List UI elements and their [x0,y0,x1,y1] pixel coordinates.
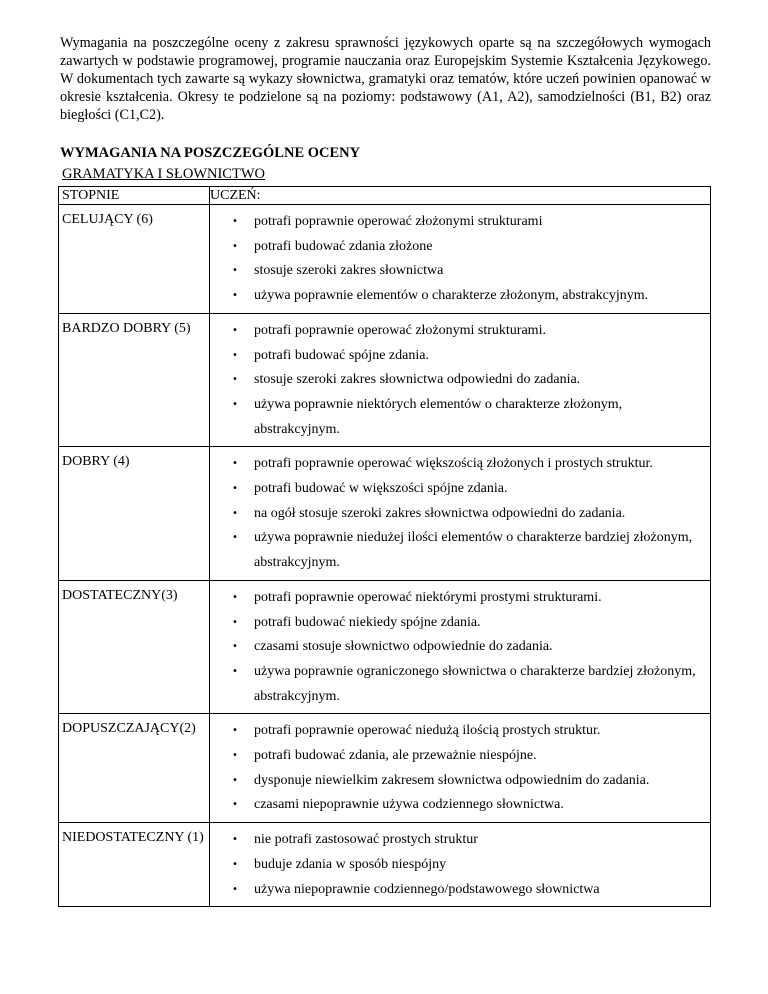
bullet-icon: • [232,799,238,811]
list-item [210,502,706,527]
grade-cell [59,823,210,907]
list-item [210,368,706,393]
bullet-icon: • [232,398,238,410]
requirement-text: potrafi budować zdania, ale przeważnie niespójne. [254,748,537,764]
requirements-cell [210,580,711,714]
requirement-text: potrafi budować zdania złożone [254,238,433,254]
bullet-icon: • [232,374,238,386]
bullet-icon: • [232,216,238,227]
grade-name: DOBRY (4) [62,454,130,470]
list-item [210,660,706,709]
grade-cell [59,447,210,581]
requirements-list [210,314,706,447]
table-row [59,580,711,714]
table-row [59,447,711,581]
bullet-icon: • [232,641,238,653]
requirement-text: potrafi poprawnie operować złożonymi strukturami [254,214,543,229]
bullet-icon: • [232,616,238,628]
bullet-icon: • [232,665,238,677]
list-item [210,744,706,769]
table-row [59,205,711,314]
section-subheading: GRAMATYKA I SŁOWNICTWO [62,166,265,182]
list-item [210,259,706,284]
requirements-cell [210,313,711,447]
requirement-text: potrafi budować w większości spójne zdania. [254,481,508,497]
header-student: UCZEŃ: [210,187,711,205]
bullet-icon: • [232,458,238,470]
bullet-icon: • [232,290,238,302]
bullet-icon: • [232,834,238,846]
requirement-text: czasami stosuje słownictwo odpowiednie do zadania. [254,639,553,655]
requirements-list [210,447,706,580]
list-item [210,477,706,502]
requirement-text: używa poprawnie ograniczonego słownictwa o charakterze bardziej złożonym, abstrakcyjnym. [254,663,696,704]
list-item [210,393,706,442]
bullet-icon: • [232,725,238,737]
requirement-text: nie potrafi zastosować prostych struktur [254,832,478,848]
list-item [210,526,706,575]
requirement-text: używa poprawnie niedużej ilości elementów o charakterze bardziej złożonym, abstrakcyjnym. [254,530,693,571]
bullet-icon: • [232,591,238,603]
list-item [210,793,706,818]
list-item [210,719,706,744]
bullet-icon: • [232,349,238,361]
table-row [59,823,711,907]
list-item [210,611,706,636]
bullet-icon: • [232,483,238,495]
bullet-icon: • [232,858,238,870]
table-row [59,714,711,823]
bullet-icon: • [232,750,238,762]
grade-cell [59,580,210,714]
requirement-text: na ogół stosuje szeroki zakres słownictwa odpowiedni do zadania. [254,505,626,521]
requirement-text: potrafi poprawnie operować większością złożonych i prostych struktur. [254,456,653,472]
grade-cell [59,205,210,314]
section-heading: WYMAGANIA NA POSZCZEGÓLNE OCENY [60,145,361,161]
list-item [210,235,706,260]
grade-name: BARDZO DOBRY (5) [62,320,191,336]
requirement-text: potrafi budować spójne zdania. [254,347,429,363]
requirements-cell [210,447,711,581]
list-item [210,853,706,878]
grade-name: NIEDOSTATECZNY (1) [62,830,204,846]
list-item [210,769,706,794]
document-page [60,34,711,907]
grades-table [58,186,711,907]
requirement-text: stosuje szeroki zakres słownictwa [254,263,444,279]
grade-name: CELUJĄCY (6) [62,212,153,227]
list-item [210,586,706,611]
table-header-row [59,187,711,205]
bullet-icon: • [232,265,238,277]
bullet-icon: • [232,240,238,252]
table-row [59,313,711,447]
list-item [210,452,706,477]
bullet-icon: • [232,324,238,336]
grade-cell [59,714,210,823]
requirements-list [210,823,706,906]
requirements-list [210,205,706,313]
requirements-list [210,581,706,714]
requirement-text: używa poprawnie niektórych elementów o charakterze złożonym, abstrakcyjnym. [254,396,623,437]
requirement-text: buduje zdania w sposób niespójny [254,856,447,872]
grade-name: DOPUSZCZAJĄCY(2) [62,721,196,737]
bullet-icon: • [232,883,238,895]
list-item [210,284,706,309]
requirement-text: potrafi budować niekiedy spójne zdania. [254,614,481,630]
bullet-icon: • [232,774,238,786]
bullet-icon: • [232,507,238,519]
list-item [210,635,706,660]
requirement-text: potrafi poprawnie operować złożonymi strukturami. [254,322,546,338]
intro-paragraph: Wymagania na poszczególne oceny z zakresu sprawności językowych oparte są na szczegółowych wymogach zawartych w podstawie programowej, programie nauczania oraz Europejskim Systemie Kształcenia Językowego. W dokumentach tych zawarte są wykazy słownictwa, gramatyki oraz tematów, które uczeń powinien opanować w okresie kształcenia. Okresy te podzielone są na poziomy: podstawowy (A1, A2), samodzielności (B1, B2) oraz biegłości (C1,C2). [60,35,711,123]
bullet-icon: • [232,532,238,544]
grade-cell [59,313,210,447]
list-item [210,210,706,235]
requirements-cell [210,714,711,823]
grade-name: DOSTATECZNY(3) [62,587,178,603]
header-grades: STOPNIE [59,187,210,205]
requirement-text: potrafi poprawnie operować niektórymi prostymi strukturami. [254,589,602,605]
requirements-cell [210,205,711,314]
list-item [210,878,706,903]
requirement-text: używa niepoprawnie codziennego/podstawowego słownictwa [254,881,600,897]
requirement-text: używa poprawnie elementów o charakterze złożonym, abstrakcyjnym. [254,288,649,304]
list-item [210,319,706,344]
requirement-text: czasami niepoprawnie używa codziennego słownictwa. [254,797,564,813]
list-item [210,344,706,369]
requirement-text: stosuje szeroki zakres słownictwa odpowiedni do zadania. [254,372,581,388]
list-item [210,828,706,853]
requirements-list [210,714,706,822]
requirements-cell [210,823,711,907]
requirement-text: dysponuje niewielkim zakresem słownictwa odpowiednim do zadania. [254,772,650,788]
requirement-text: potrafi poprawnie operować niedużą ilością prostych struktur. [254,723,601,739]
